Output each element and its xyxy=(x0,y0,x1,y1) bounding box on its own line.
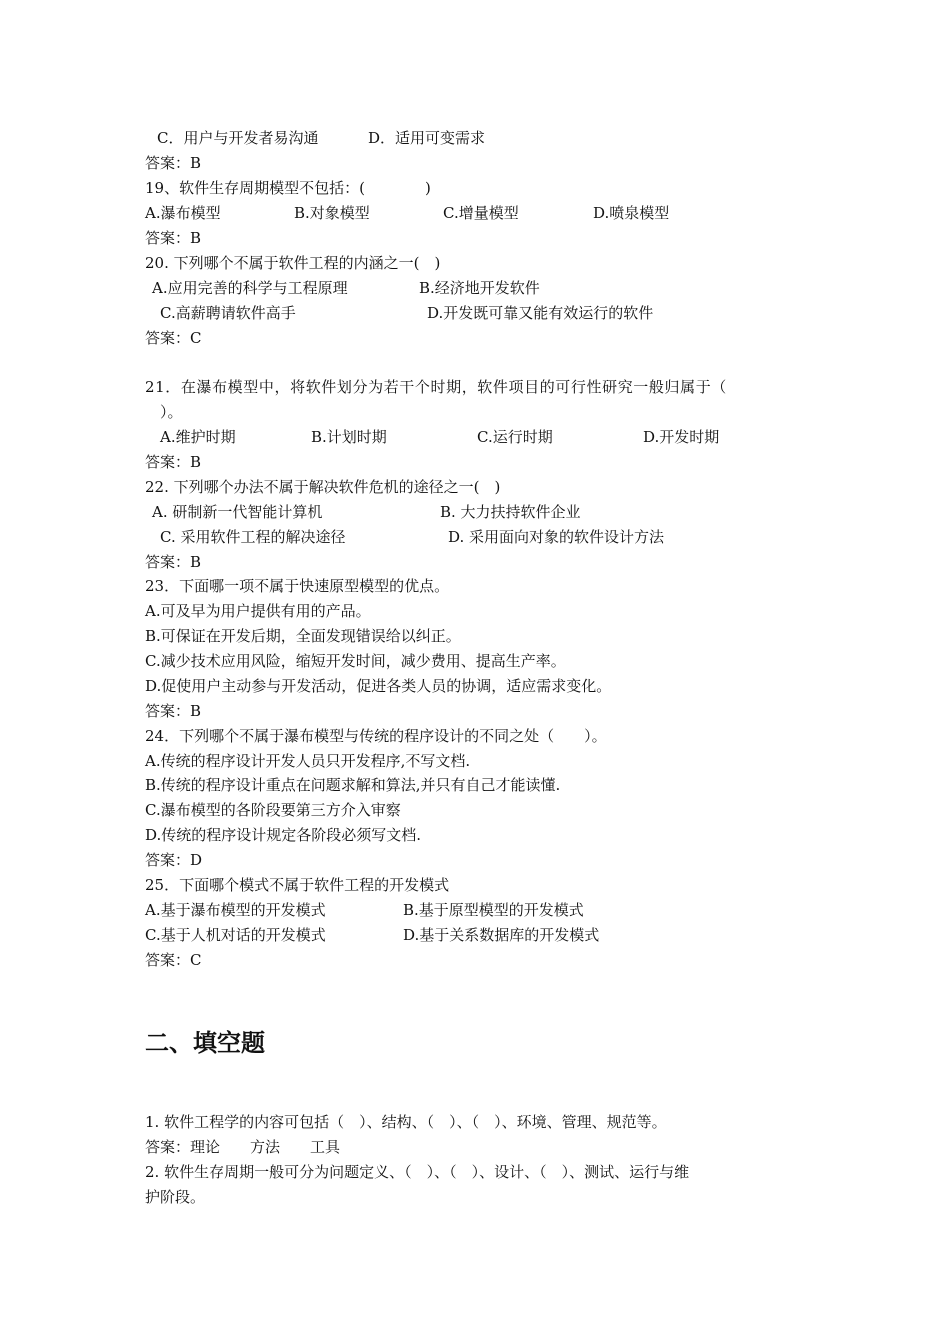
q20-stem: 20. 下列哪个不属于软件工程的内涵之一( ) xyxy=(145,254,441,272)
q25-option-b: B.基于原型模型的开发模式 xyxy=(403,901,584,919)
q23-option-a: A.可及早为用户提供有用的产品。 xyxy=(145,602,371,620)
q21-option-c: C.运行时期 xyxy=(477,428,553,446)
q24-option-b: B.传统的程序设计重点在问题求解和算法,并只有自己才能读懂. xyxy=(145,776,561,794)
fill1-stem: 1. 软件工程学的内容可包括（ ）、结构、（ ）、（ ）、环境、管理、规范等。 xyxy=(145,1113,667,1131)
q18-answer: 答案：B xyxy=(145,154,202,172)
q21-answer: 答案：B xyxy=(145,453,202,471)
q24-option-d: D.传统的程序设计规定各阶段必须写文档. xyxy=(145,826,422,844)
q20-option-d: D.开发既可靠又能有效运行的软件 xyxy=(427,304,654,322)
q19-stem: 19、软件生存周期模型不包括：( ) xyxy=(145,179,431,197)
q24-option-c: C.瀑布模型的各阶段要第三方介入审察 xyxy=(145,801,401,819)
q18-option-c: C．用户与开发者易沟通 xyxy=(157,129,319,147)
q19-option-c: C.增量模型 xyxy=(443,204,519,222)
q23-option-b: B.可保证在开发后期，全面发现错误给以纠正。 xyxy=(145,627,461,645)
q18-option-d: D．适用可变需求 xyxy=(368,129,486,147)
q21-option-d: D.开发时期 xyxy=(643,428,720,446)
q20-answer: 答案：C xyxy=(145,329,202,347)
q23-stem: 23．下面哪一项不属于快速原型模型的优点。 xyxy=(145,577,450,595)
fill2-stem-line1: 2. 软件生存周期一般可分为问题定义、（ ）、（ ）、设计、（ ）、测试、运行与维 xyxy=(145,1163,690,1181)
q21-option-a: A.维护时期 xyxy=(160,428,236,446)
q19-option-d: D.喷泉模型 xyxy=(593,204,670,222)
fill1-answer: 答案：理论 方法 工具 xyxy=(145,1138,341,1156)
q24-stem: 24．下列哪个不属于瀑布模型与传统的程序设计的不同之处（ ）。 xyxy=(145,727,607,745)
fill2-stem-line2: 护阶段。 xyxy=(145,1188,206,1206)
q25-stem: 25．下面哪个模式不属于软件工程的开发模式 xyxy=(145,876,450,894)
q24-option-a: A.传统的程序设计开发人员只开发程序,不写文档. xyxy=(145,752,471,770)
q25-option-a: A.基于瀑布模型的开发模式 xyxy=(145,901,326,919)
q20-option-b: B.经济地开发软件 xyxy=(419,279,540,297)
q22-option-d: D. 采用面向对象的软件设计方法 xyxy=(448,528,665,546)
q22-option-a: A. 研制新一代智能计算机 xyxy=(152,503,323,521)
q19-option-b: B.对象模型 xyxy=(294,204,370,222)
q20-option-c: C.高薪聘请软件高手 xyxy=(160,304,296,322)
q23-option-c: C.减少技术应用风险，缩短开发时间，减少费用、提高生产率。 xyxy=(145,652,566,670)
q22-stem: 22. 下列哪个办法不属于解决软件危机的途径之一( ) xyxy=(145,478,501,496)
q22-answer: 答案：B xyxy=(145,553,202,571)
q20-option-a: A.应用完善的科学与工程原理 xyxy=(152,279,348,297)
q22-option-c: C. 采用软件工程的解决途径 xyxy=(160,528,346,546)
q25-answer: 答案：C xyxy=(145,951,202,969)
q21-option-b: B.计划时期 xyxy=(311,428,387,446)
q22-option-b: B. 大力扶持软件企业 xyxy=(440,503,581,521)
q25-option-d: D.基于关系数据库的开发模式 xyxy=(403,926,600,944)
q23-answer: 答案：B xyxy=(145,702,202,720)
q19-option-a: A.瀑布模型 xyxy=(145,204,221,222)
q19-answer: 答案：B xyxy=(145,229,202,247)
q21-stem-line2: ）。 xyxy=(160,403,183,421)
q24-answer: 答案：D xyxy=(145,851,203,869)
q23-option-d: D.促使用户主动参与开发活动，促进各类人员的协调，适应需求变化。 xyxy=(145,677,612,695)
q25-option-c: C.基于人机对话的开发模式 xyxy=(145,926,326,944)
q21-stem-line1: 21．在瀑布模型中，将软件划分为若干个时期，软件项目的可行性研究一般归属于（ xyxy=(145,378,727,396)
section-heading: 二、填空题 xyxy=(145,1029,265,1057)
